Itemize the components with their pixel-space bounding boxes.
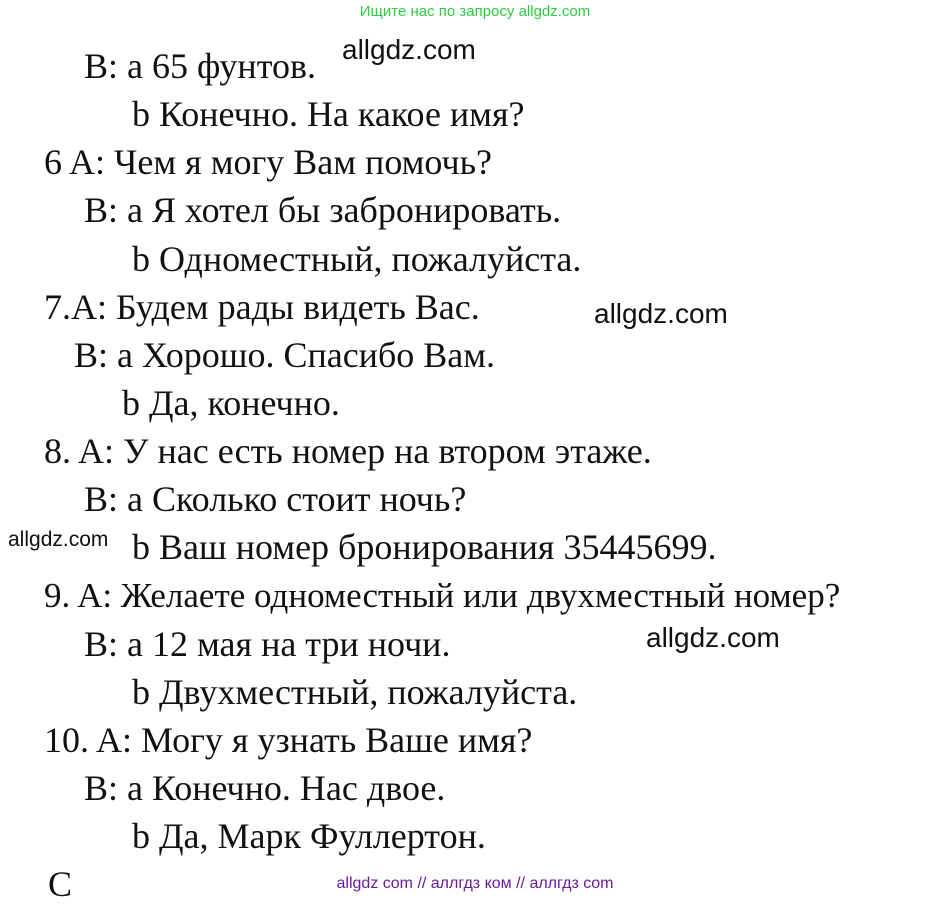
top-banner: Ищите нас по запросу allgdz.com: [359, 3, 591, 20]
dialogue-line: B: a Сколько стоит ночь?: [84, 479, 467, 519]
dialogue-line: b Конечно. На какое имя?: [132, 94, 525, 134]
dialogue-line: b Да, конечно.: [122, 383, 340, 423]
dialogue-line: B: a Конечно. Нас двое.: [84, 768, 446, 808]
watermark: allgdz.com: [342, 34, 476, 65]
dialogue-line: b Да, Марк Фуллертон.: [132, 816, 486, 856]
dialogue-line: 6 A: Чем я могу Вам помочь?: [44, 142, 492, 182]
dialogue-line: 8. A: У нас есть номер на втором этаже.: [44, 431, 652, 471]
watermark: allgdz.com: [8, 528, 109, 551]
watermark: allgdz.com: [594, 298, 728, 329]
watermark: allgdz.com: [646, 622, 780, 653]
dialogue-line: 10. A: Могу я узнать Ваше имя?: [44, 720, 533, 760]
dialogue-line: B: a Хорошо. Спасибо Вам.: [74, 335, 496, 375]
dialogue-line: 9. A: Желаете одноместный или двухместный номер?: [44, 576, 841, 615]
dialogue-line: B: a Я хотел бы забронировать.: [84, 190, 562, 230]
dialogue-line: b Двухместный, пожалуйста.: [132, 672, 578, 712]
dialogue-line: B: a 65 фунтов.: [84, 46, 316, 86]
cut-off-text: C: [48, 864, 73, 904]
dialogue-line: b Ваш номер бронирования 35445699.: [132, 527, 717, 567]
dialogue-line: b Одноместный, пожалуйста.: [132, 239, 582, 279]
dialogue-line: 7.A: Будем рады видеть Вас.: [44, 287, 480, 327]
footer-links: allgdz com // аллгдз ком // аллгдз com: [336, 875, 614, 892]
dialogue-line: B: a 12 мая на три ночи.: [84, 624, 451, 664]
